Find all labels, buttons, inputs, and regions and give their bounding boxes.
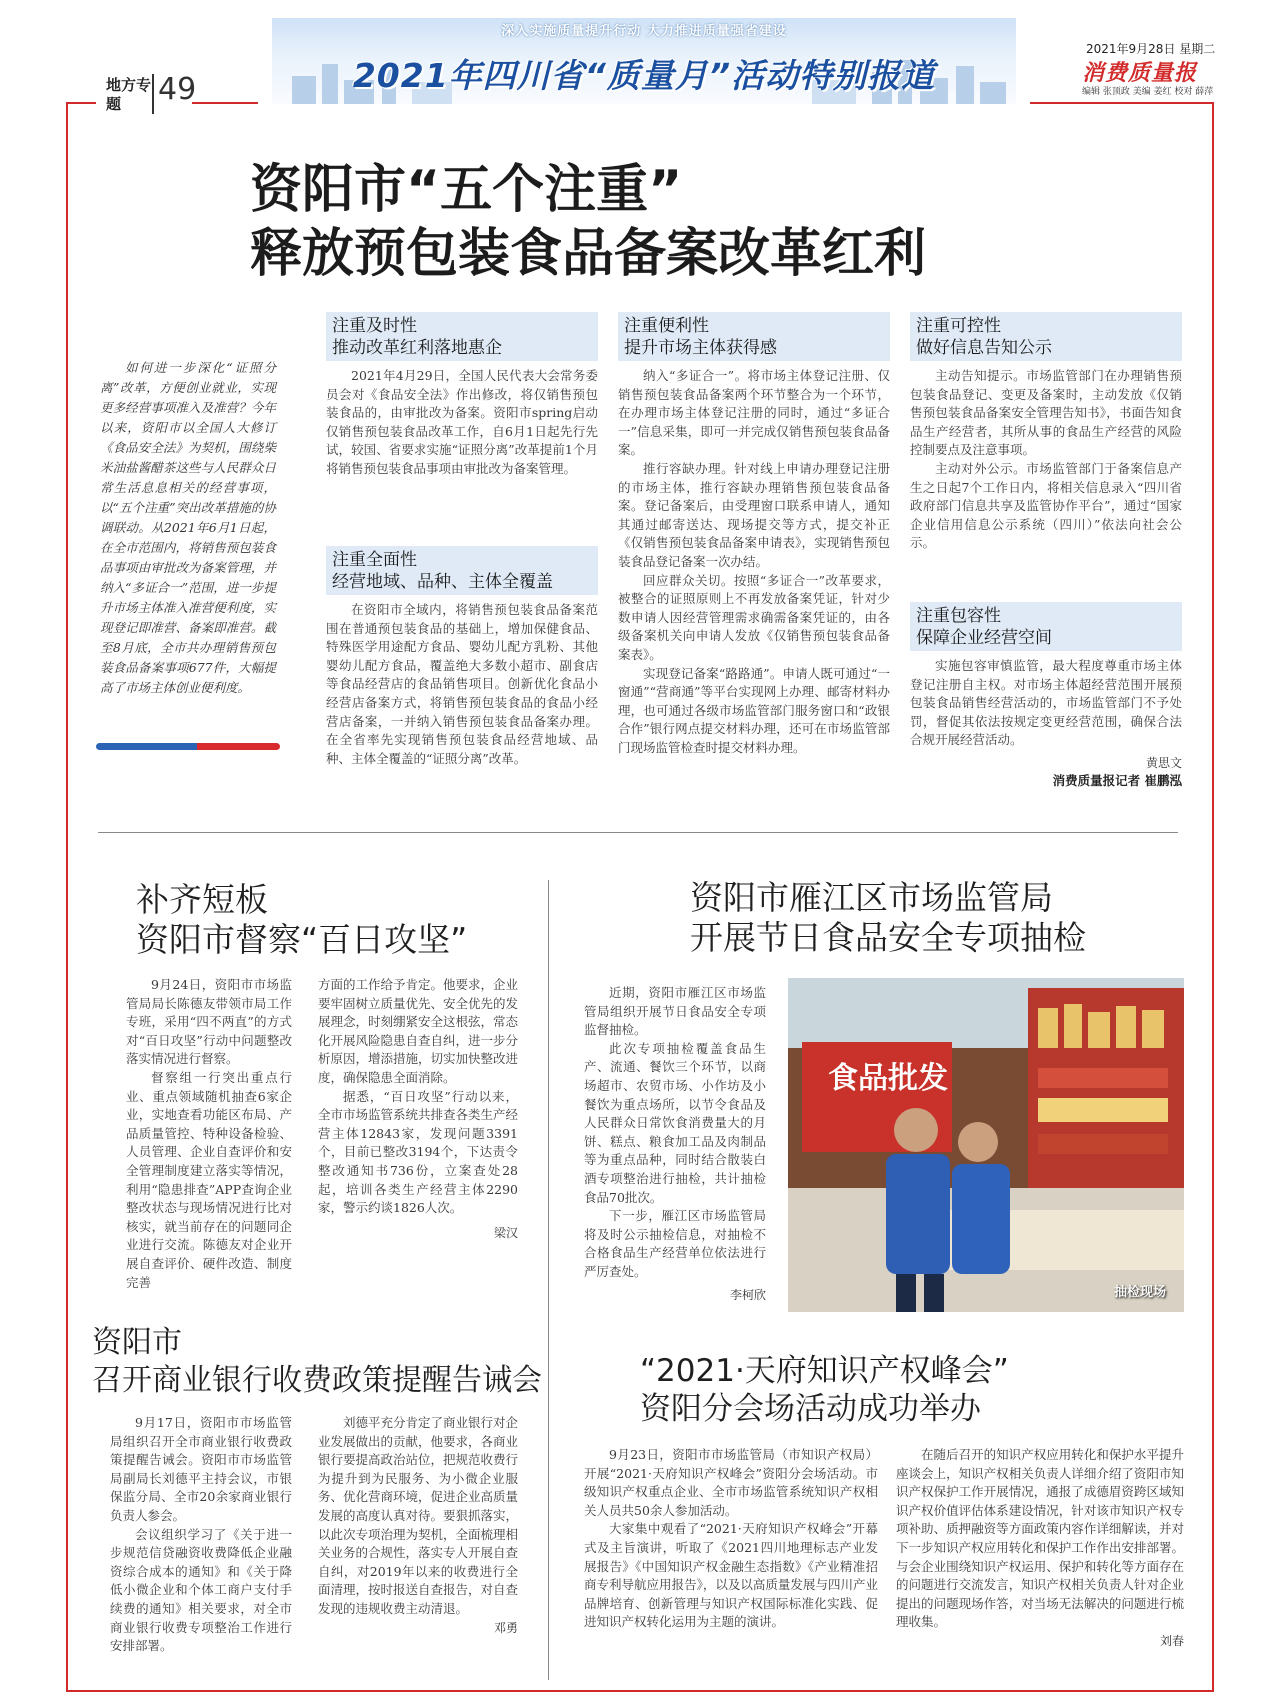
article-baori-headline [136,880,556,960]
subhead-convenience [618,312,890,361]
newspaper-logo: 消费质量报 [1082,61,1198,86]
lead-col3b [910,602,1182,789]
section-divider [152,74,154,114]
lead-accent-bar [96,743,280,750]
article-bank-byline: 邓勇 [493,1620,518,1635]
subhead-controllability-line2: 做好信息告知公示 [916,338,1052,358]
column-divider-vertical [548,880,549,1680]
article-ip-title-line2: 资阳分会场活动成功举办 [640,1391,981,1427]
article-bank-col1 [110,1414,292,1656]
photo-caption: 抽检现场 [1113,1285,1166,1300]
article-baori-title-line1: 补齐短板 [136,880,268,919]
article-baori-title-line2: 资阳市督察“百日攻坚” [136,920,468,959]
section-convenience-p4: 实现登记备案“路路通”。申请人既可通过“一窗通”“营商通”等平台实现网上办理、邮寄材料办理，也可通过各级市场监管部门服务窗口和“政银合作”银行网点提交材料办理，还可在市场监管部门现场监管检查时提交材料办理。 [618,665,890,755]
section-inclusiveness-text: 实施包容审慎监管，最大程度尊重市场主体登记注册自主权。对市场主体超经营范围开展预包装食品销售经营活动的，市场监管部门不予处罚，督促其依法按规定变更经营范围，确保合法合规开展经营活动。 [910,658,1182,748]
article-bank-p1: 9月17日，资阳市市场监管局组织召开全市商业银行收费政策提醒告诫会。资阳市市场监管局副局长刘德平主持会议，市银保监分局、全市20余家商业银行负责人参会。 [110,1415,292,1523]
article-bank-col2 [318,1414,518,1636]
issue-date: 2021年9月28日 星期二 [1086,42,1216,56]
article-yanjiang-p3: 下一步，雁江区市场监管局将及时公示抽检信息，对抽检不合格食品生产经营单位依法进行严厉查处。 [584,1208,766,1279]
subhead-inclusiveness-line2: 保障企业经营空间 [916,628,1052,648]
subhead-controllability [910,312,1182,361]
lead-col1 [326,312,598,479]
subhead-inclusiveness-line1: 注重包容性 [916,606,1001,626]
article-yanjiang-p2: 此次专项抽检覆盖食品生产、流通、餐饮三个环节，以商场超市、农贸市场、小作坊及小餐饮为重点场所，以节令食品及人民群众日常饮食消费量大的月饼、糕点、粮食加工品及肉制品等为重点品种，同时结合散装白酒专项整治进行抽检，共计抽检食品70批次。 [584,1040,766,1205]
lead-intro-text: 如何进一步深化“证照分离”改革，方便创业就业，实现更多经营事项准入及准营？今年以来，资阳市以全国人大修订《食品安全法》为契机，围绕柴米油盐酱醋茶这些与人民群众日常生活息息相关的经营事项，以“五个注重”突出改革措施的协调联动。从2021年6月1日起，在全市范围内，将销售预包装食品事项由审批改为备案管理，并纳入“多证合一”范围，进一步提升市场主体准入准营便利度，实现登记即准营、备案即准营。截至8月底，全市共办理销售预包装食品备案事项677件，大幅提高了市场主体创业便利度。 [100,360,276,695]
section-controllability-p1: 主动告知提示。市场监管部门在办理销售预包装食品登记、变更及备案时，主动发放《仅销售预包装食品备案安全管理告知书》，书面告知食品生产经营者，其所从事的食品生产经营的风险控制要点及注意事项。 [910,368,1182,458]
subhead-timeliness [326,312,598,361]
article-baori-p1: 9月24日，资阳市市场监管局局长陈德友带领市局工作专班，采用“四不两直”的方式对“百日攻坚”行动中问题整改落实情况进行督察。 [126,977,292,1067]
subhead-comprehensive-line1: 注重全面性 [332,550,417,570]
section-comprehensive-text: 在资阳市全域内，将销售预包装食品备案范围在普通预包装食品的基础上，增加保健食品、特殊医学用途配方食品、婴幼儿配方乳粉、其他婴幼儿配方食品，覆盖绝大多数小超市、副食店等食品经营店的食品销售项目。创新优化食品小经营店备案方式，将销售预包装食品的食品小经营店备案，一并纳入销售预包装食品备案办理。在全省率先实现销售预包装食品经营地域、品种、主体全覆盖的“证照分离”改革。 [326,602,598,766]
article-ip-title-line1: “2021·天府知识产权峰会” [640,1353,1009,1389]
subhead-controllability-line1: 注重可控性 [916,316,1001,336]
photo-shop-sign: 食品批发 [828,1061,948,1096]
article-ip-col1 [584,1446,878,1632]
banner [272,18,1016,104]
article-baori-p2: 督察组一行突出重点行业、重点领域随机抽查6家企业，实地查看功能区布局、产品质量管控、特种设备检验、人员管理、企业自查评价和安全管理制度建立落实等情况，利用“隐患排查”APP查询企业整改状态与现场情况进行比对核实，就当前存在的问题同企业进行交流。陈德友对企业开展自查评价、硬件改造、制度完善 [126,1069,292,1290]
article-ip-headline [640,1352,1160,1428]
subhead-convenience-line2: 提升市场主体获得感 [624,338,777,358]
subhead-inclusiveness [910,602,1182,651]
article-ip-p3: 在随后召开的知识产权应用转化和保护水平提升座谈会上，知识产权相关负责人详细介绍了资阳市知识产权保护工作开展情况，通报了成德眉资跨区域知识产权价值评估体系建设情况，针对该市知识产权专项补助、质押融资等方面政策内容作详细解读，并对下一步知识产权应用转化和保护工作作出安排部署。与会企业围绕知识产权运用、保护和转化等方面存在的问题进行交流发言，知识产权相关负责人针对企业提出的问题现场作答，对当场无法解决的问题进行梳理收集。 [896,1447,1184,1630]
lead-col2 [618,312,890,757]
section-divider-horizontal [98,832,1178,833]
subhead-convenience-line1: 注重便利性 [624,316,709,336]
article-baori-col2 [318,976,518,1241]
section-controllability-p2: 主动对外公示。市场监管部门于备案信息产生之日起7个工作日内，将相关信息录入“四川省政府部门信息共享及监管协作平台”，通过“国家企业信用信息公示系统（四川）”依法向社会公示。 [910,460,1182,551]
article-ip-p2: 大家集中观看了“2021·天府知识产权峰会”开幕式及主旨演讲，听取了《2021四川地理标志产业发展报告》《中国知识产权金融生态指数》《产业精准招商专利导航应用报告》，以及以高质量发展与四川产业品牌培育、创新管理与知识产权国际标准化实践、促进知识产权转化运用为主题的演讲。 [584,1521,878,1630]
banner-title: 2021年四川省“质量月”活动特别报道 [352,56,936,95]
lead-byline-2: 消费质量报记者 崔鹏泓 [1052,772,1182,788]
article-bank-p2: 会议组织学习了《关于进一步规范信贷融资收费降低企业融资综合成本的通知》和《关于降低小微企业和个体工商户支付手续费的通知》相关要求，对全市商业银行收费专项整治工作进行安排部署。 [110,1526,292,1654]
article-bank-p3: 刘德平充分肯定了商业银行对企业发展做出的贡献，他要求，各商业银行要提高政治站位，把规范收费行为提升到为民服务、为小微企业服务、优化营商环境，促进企业高质量发展的高度认真对待。要狠抓落实，以此次专项治理为契机，全面梳理相关业务的合规性，落实专人开展自查自纠，对2019年以来的收费进行全面清理，按时报送自查报告，对自查发现的违规收费主动清退。 [318,1415,519,1616]
article-yanjiang-byline: 李柯欣 [729,1287,766,1302]
article-baori-p4: 据悉，“百日攻坚”行动以来，全市市场监管系统共排查各类生产经营主体12843家，发现问题3391个，目前已整改3194个，下达责令整改通知书736份，立案查处28起，培训各类生产经营主体2290家，警示约谈1826人次。 [318,1088,519,1216]
section-label: 地方专题 [106,76,152,113]
article-baori-col1 [126,976,292,1292]
section-convenience-p1: 纳入“多证合一”。将市场主体登记注册、仅销售预包装食品备案两个环节整合为一个环节，在办理市场主体登记注册的同时，通过“多证合一”信息采集，即可一并完成仅销售预包装食品备案。 [618,368,890,458]
article-baori-byline: 梁汉 [493,1225,518,1240]
lead-byline-1: 黄思文 [1145,755,1182,770]
article-ip-p1: 9月23日，资阳市市场监管局（市知识产权局）开展“2021·天府知识产权峰会”资阳分会场活动。市级知识产权重点企业、全市市场监管系统知识产权相关人员共50余人参加活动。 [584,1447,878,1518]
page-number: 49 [158,72,197,107]
section-convenience-p2: 推行容缺办理。针对线上申请办理登记注册的市场主体，推行容缺办理销售预包装食品备案。登记备案后，由受理窗口联系申请人，通知其通过邮寄送达、现场提交等方式，提交补正《仅销售预包装食品备案申请表》，实现销售预包装食品登记备案一次办结。 [618,460,890,569]
article-ip-col2 [896,1446,1184,1649]
subhead-timeliness-line2: 推动改革红利落地惠企 [332,338,502,358]
subhead-comprehensive [326,546,598,595]
article-yanjiang-p1: 近期，资阳市雁江区市场监管局组织开展节日食品安全专项监督抽检。 [584,985,766,1038]
article-bank-headline [92,1324,552,1400]
subhead-timeliness-line1: 注重及时性 [332,316,417,336]
lead-col3 [910,312,1182,553]
article-yanjiang-headline [690,878,1190,958]
editor-credits: 编辑 张顶政 美编 姜红 校对 薛萍 [1082,87,1214,97]
section-convenience-p3: 回应群众关切。按照“多证合一”改革要求，被整合的证照原则上不再发放备案凭证，针对少数申请人因经营管理需求确需备案凭证的，由各级备案机关向申请人发放《仅销售预包装食品备案表》。 [618,572,890,662]
article-bank-title-line1: 资阳市 [92,1325,182,1360]
subhead-comprehensive-line2: 经营地域、品种、主体全覆盖 [332,572,553,592]
article-bank-title-line2: 召开商业银行收费政策提醒告诫会 [92,1363,542,1398]
lead-intro [100,358,276,698]
inspection-photo-illustration [788,978,1184,1312]
inspection-photo [788,978,1184,1312]
article-baori-p3: 方面的工作给予肯定。他要求，企业要牢固树立质量优先、安全优先的发展理念，时刻绷紧安全这根弦，常态化开展风险隐患自查自纠，进一步分析原因，增添措施，切实加快整改进度，确保隐患全面消除。 [318,977,519,1085]
lead-headline [250,158,1070,286]
article-yanjiang-text [584,984,766,1303]
banner-slogan: 深入实施质量提升行动 大力推进质量强省建设 [501,24,787,39]
section-timeliness-text: 2021年4月29日，全国人民代表大会常务委员会对《食品安全法》作出修改，将仅销售预包装食品的，由审批改为备案。资阳市spring启动仅销售预包装食品改革工作，自6月1日起先行先试，较国、省要求实施“证照分离”改革提前1个月将销售预包装食品事项由审批改为备案管理。 [326,368,598,476]
lead-headline-line2: 释放预包装食品备案改革红利 [250,224,927,284]
article-yanjiang-title-line2: 开展节日食品安全专项抽检 [690,918,1086,957]
article-ip-byline: 刘春 [1159,1633,1184,1648]
lead-col1b [326,546,598,768]
lead-headline-line1: 资阳市“五个注重” [250,160,683,220]
article-yanjiang-title-line1: 资阳市雁江区市场监管局 [690,878,1053,917]
